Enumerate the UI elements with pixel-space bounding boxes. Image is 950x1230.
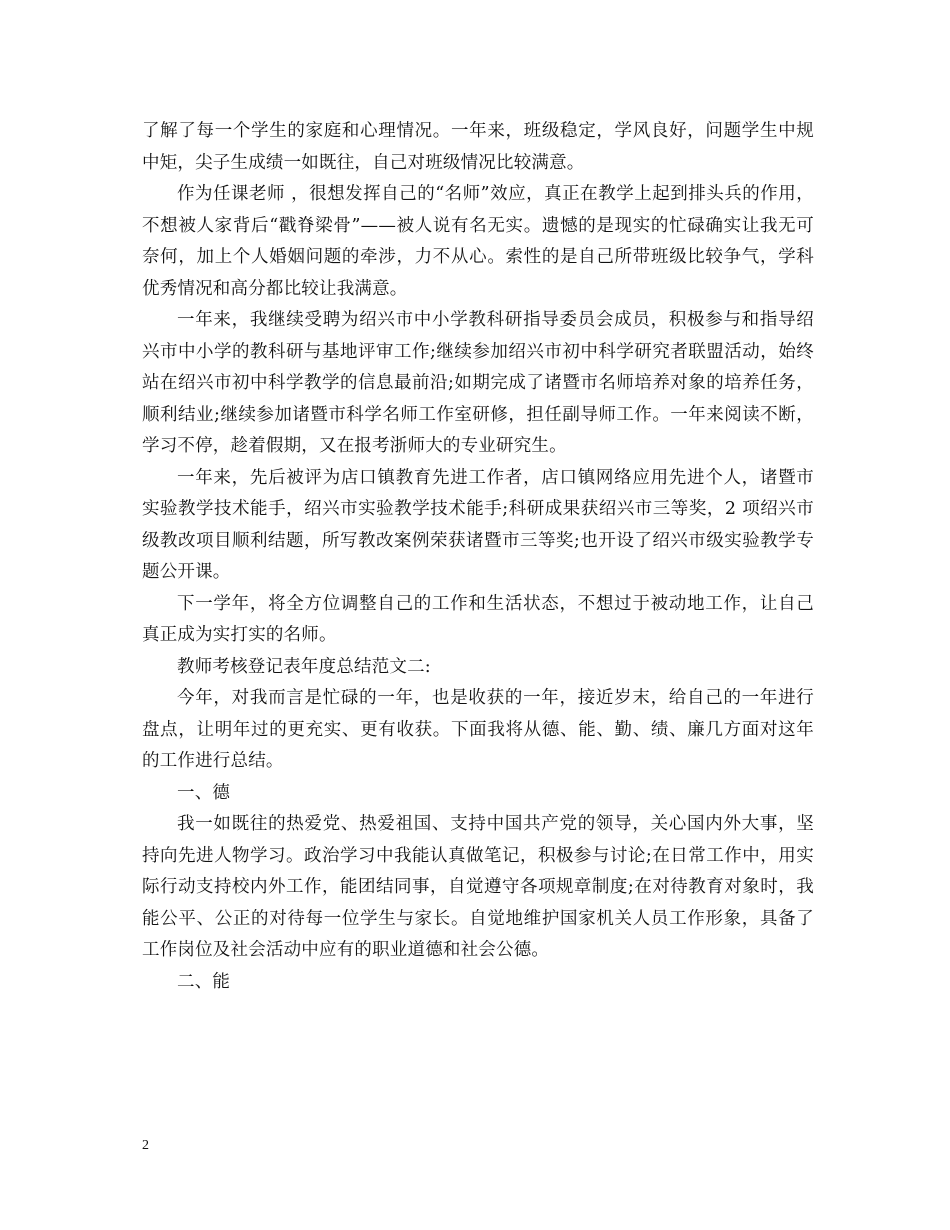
paragraph-3: 一年来，我继续受聘为绍兴市中小学教科研指导委员会成员，积极参与和指导绍兴市中小学的教科研与基地评审工作;继续参加绍兴市初中科学研究者联盟活动，始终站在绍兴市初中科学教学的信息最前沿;如期完成了诸暨市名师培养对象的培养任务，顺利结业;继续参加诸暨市科学名师工作室研修，担任副导师工作。一年来阅读不断，学习不停，趁着假期，又在报考浙师大的专业研究生。 [142, 310, 814, 456]
paragraph-6: 今年，对我而言是忙碌的一年，也是收获的一年，接近岁末，给自己的一年进行盘点，让明年过的更充实、更有收获。下面我将从德、能、勤、绩、廉几方面对这年的工作进行总结。 [142, 688, 814, 771]
section-heading-de: 一、德 [177, 782, 231, 803]
paragraph-4: 一年来，先后被评为店口镇教育先进工作者，店口镇网络应用先进个人，诸暨市实验教学技术能手，绍兴市实验教学技术能手;科研成果获绍兴市三等奖，2 项绍兴市级教改项目顺利结题，所写教改案例荣获诸暨市三等奖;也开设了绍兴市级实验教学专题公开课。 [142, 467, 814, 582]
paragraph-1: 了解了每一个学生的家庭和心理情况。一年来，班级稳定，学风良好，问题学生中规中矩，尖子生成绩一如既往，自己对班级情况比较满意。 [142, 121, 814, 173]
section-heading-neng: 二、能 [177, 971, 231, 992]
paragraph-2: 作为任课老师 ，很想发挥自己的“名师”效应，真正在教学上起到排头兵的作用，不想被人家背后“戳脊梁骨”——被人说有名无实。遗憾的是现实的忙碌确实让我无可奈何，加上个人婚姻问题的牵涉，力不从心。索性的是自己所带班级比较争气，学科优秀情况和高分都比较让我满意。 [142, 184, 814, 299]
document-body [142, 116, 814, 998]
paragraph-7: 我一如既往的热爱党、热爱祖国、支持中国共产党的领导，关心国内外大事，坚持向先进人物学习。政治学习中我能认真做笔记，积极参与讨论;在日常工作中，用实际行动支持校内外工作，能团结同事，自觉遵守各项规章制度;在对待教育对象时，我能公平、公正的对待每一位学生与家长。自觉地维护国家机关人员工作形象，具备了工作岗位及社会活动中应有的职业道德和社会公德。 [142, 814, 814, 960]
section-heading-example-two: 教师考核登记表年度总结范文二: [177, 656, 431, 677]
page-number: 2 [142, 1138, 149, 1153]
paragraph-5: 下一学年，将全方位调整自己的工作和生活状态，不想过于被动地工作，让自己真正成为实打实的名师。 [142, 593, 814, 645]
